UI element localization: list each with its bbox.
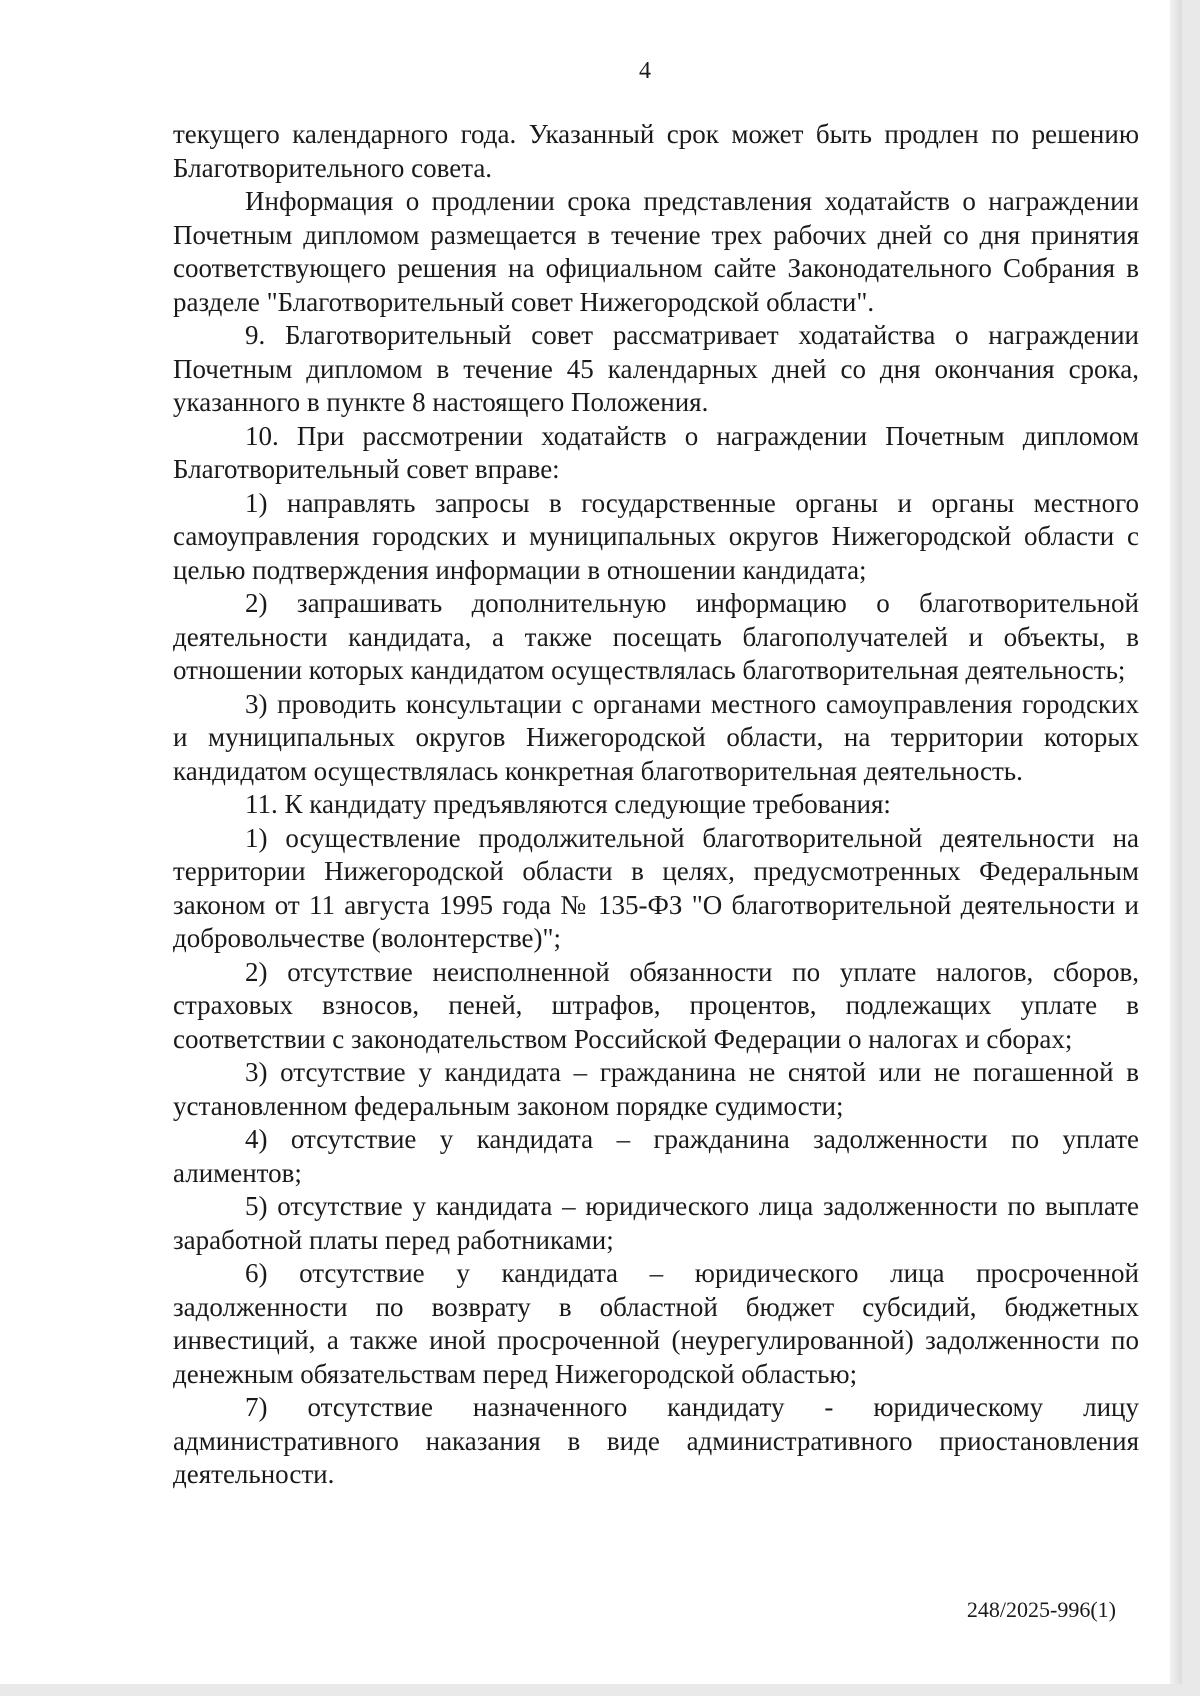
scan-edge-shadow: [1170, 0, 1182, 1684]
paragraph: 11. К кандидату предъявляются следующие требования:: [245, 789, 891, 819]
paragraph: 3) проводить консультации с органами местного самоуправления городских и муниципальных округов Нижегородской области, на территории которых кандидатом осуществлялась конкретная благотворительная деятельность.: [173, 688, 1139, 786]
paragraph: 4) отсутствие у кандидата – гражданина задолженности по уплате алиментов;: [173, 1124, 1139, 1188]
paragraph: 10. При рассмотрении ходатайств о награждении Почетным дипломом Благотворительный совет вправе:: [173, 420, 1139, 484]
paragraph: 2) запрашивать дополнительную информацию о благотворительной деятельности кандидата, а также посещать благополучателей и объекты, в отношении которых кандидатом осуществлялась благотворительная деятельность;: [173, 588, 1139, 685]
paragraph: 1) осуществление продолжительной благотворительной деятельности на территории Нижегородской области в целях, предусмотренных Федеральным законом от 11 августа 1995 года № 135-ФЗ "О благотворительной деятельности и добровольчестве (волонтерстве)";: [173, 822, 1139, 953]
paragraph: текущего календарного года. Указанный срок может быть продлен по решению Благотворительного совета.: [173, 119, 1139, 183]
page-number: 4: [639, 58, 651, 84]
paragraph: Информация о продлении срока представления ходатайств о награждении Почетным дипломом размещается в течение трех рабочих дней со дня принятия соответствующего решения на официальном сайте Законодательного Собрания в разделе "Благотворительный совет Нижегородской области".: [173, 186, 1139, 317]
paragraph: 5) отсутствие у кандидата – юридического лица задолженности по выплате заработной платы перед работниками;: [173, 1191, 1139, 1255]
paragraph: 6) отсутствие у кандидата – юридического лица просроченной задолженности по возврату в областной бюджет субсидий, бюджетных инвестиций, а также иной просроченной (неурегулированной) задолженности по денежным обязательствам перед Нижегородской областью;: [173, 1258, 1139, 1389]
document-body: [173, 118, 1139, 1492]
paragraph: 2) отсутствие неисполненной обязанности по уплате налогов, сборов, страховых взносов, пеней, штрафов, процентов, подлежащих уплате в соответствии с законодательством Российской Федерации о налогах и сборах;: [173, 956, 1139, 1054]
paragraph: 9. Благотворительный совет рассматривает ходатайства о награждении Почетным дипломом в течение 45 календарных дней со дня окончания срока, указанного в пункте 8 настоящего Положения.: [173, 320, 1139, 417]
document-code: 248/2025-996(1): [966, 1597, 1116, 1622]
paragraph: 1) направлять запросы в государственные органы и органы местного самоуправления городских и муниципальных округов Нижегородской области с целью подтверждения информации в отношении кандидата;: [173, 487, 1139, 585]
paragraph: 7) отсутствие назначенного кандидату - юридическому лицу административного наказания в виде административного приостановления деятельности.: [173, 1392, 1139, 1489]
paragraph: 3) отсутствие у кандидата – гражданина не снятой или не погашенной в установленном федеральным законом порядке судимости;: [173, 1057, 1139, 1121]
